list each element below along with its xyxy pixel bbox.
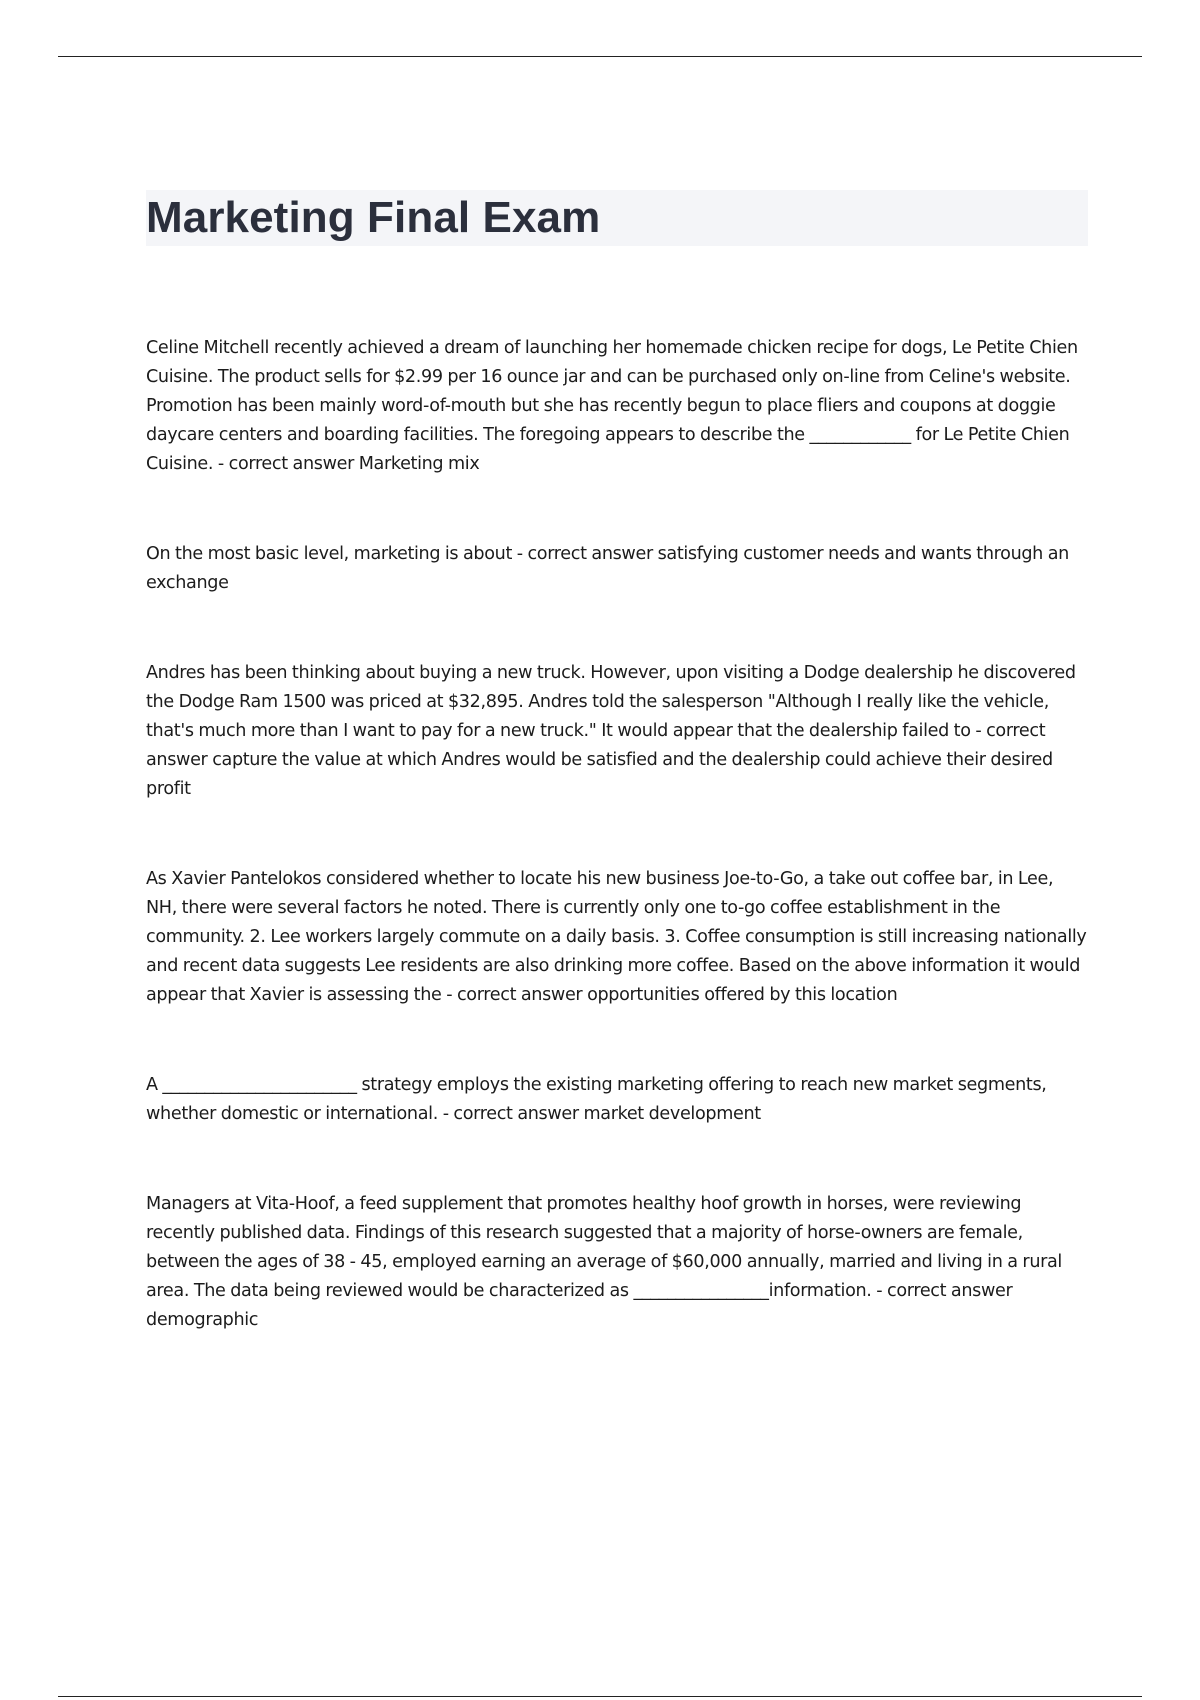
question-answer-1: Celine Mitchell recently achieved a dream of launching her homemade chicken recipe for dogs, Le Petite Chien Cuisine. The product sells for $2.99 per 16 ounce jar and can be purchased only on-line from Celine's website. Promotion has been mainly word-of-mouth but she has recently begun to place fliers and coupons at doggie daycare centers and boarding facilities. The foregoing appears to describe the ____________ for Le Petite Chien Cuisine. - correct answer Marketing mix — [146, 338, 1078, 474]
question-list — [146, 334, 1088, 1396]
page-title: Marketing Final Exam — [146, 193, 601, 242]
question-answer-4: As Xavier Pantelokos considered whether to locate his new business Joe-to-Go, a take out coffee bar, in Lee, NH, there were several factors he noted. There is currently only one to-go coffee establishment in the community. 2. Lee workers largely commute on a daily basis. 3. Coffee consumption is still increasing nationally and recent data suggests Lee residents are also drinking more coffee. Based on the above information it would appear that Xavier is assessing the - correct answer opportunities offered by this location — [146, 869, 1087, 1005]
question-answer-6: Managers at Vita-Hoof, a feed supplement that promotes healthy hoof growth in horses, were reviewing recently published data. Findings of this research suggested that a majority of horse-owners are female, between the ages of 38 - 45, employed earning an average of $60,000 annually, married and living in a rural area. The data being reviewed would be characterized as ________________information. - correct answer demographic — [146, 1194, 1062, 1330]
question-answer-5: A _______________________ strategy employs the existing marketing offering to reach new market segments, whether domestic or international. - correct answer market development — [146, 1075, 1047, 1124]
bottom-rule — [58, 1696, 1142, 1697]
question-answer-2: On the most basic level, marketing is about - correct answer satisfying customer needs and wants through an exchange — [146, 544, 1069, 593]
question-answer-3: Andres has been thinking about buying a new truck. However, upon visiting a Dodge dealership he discovered the Dodge Ram 1500 was priced at $32,895. Andres told the salesperson "Although I really like the vehicle, that's much more than I want to pay for a new truck." It would appear that the dealership failed to - correct answer capture the value at which Andres would be satisfied and the dealership could achieve their desired profit — [146, 663, 1076, 799]
top-rule — [58, 56, 1142, 57]
